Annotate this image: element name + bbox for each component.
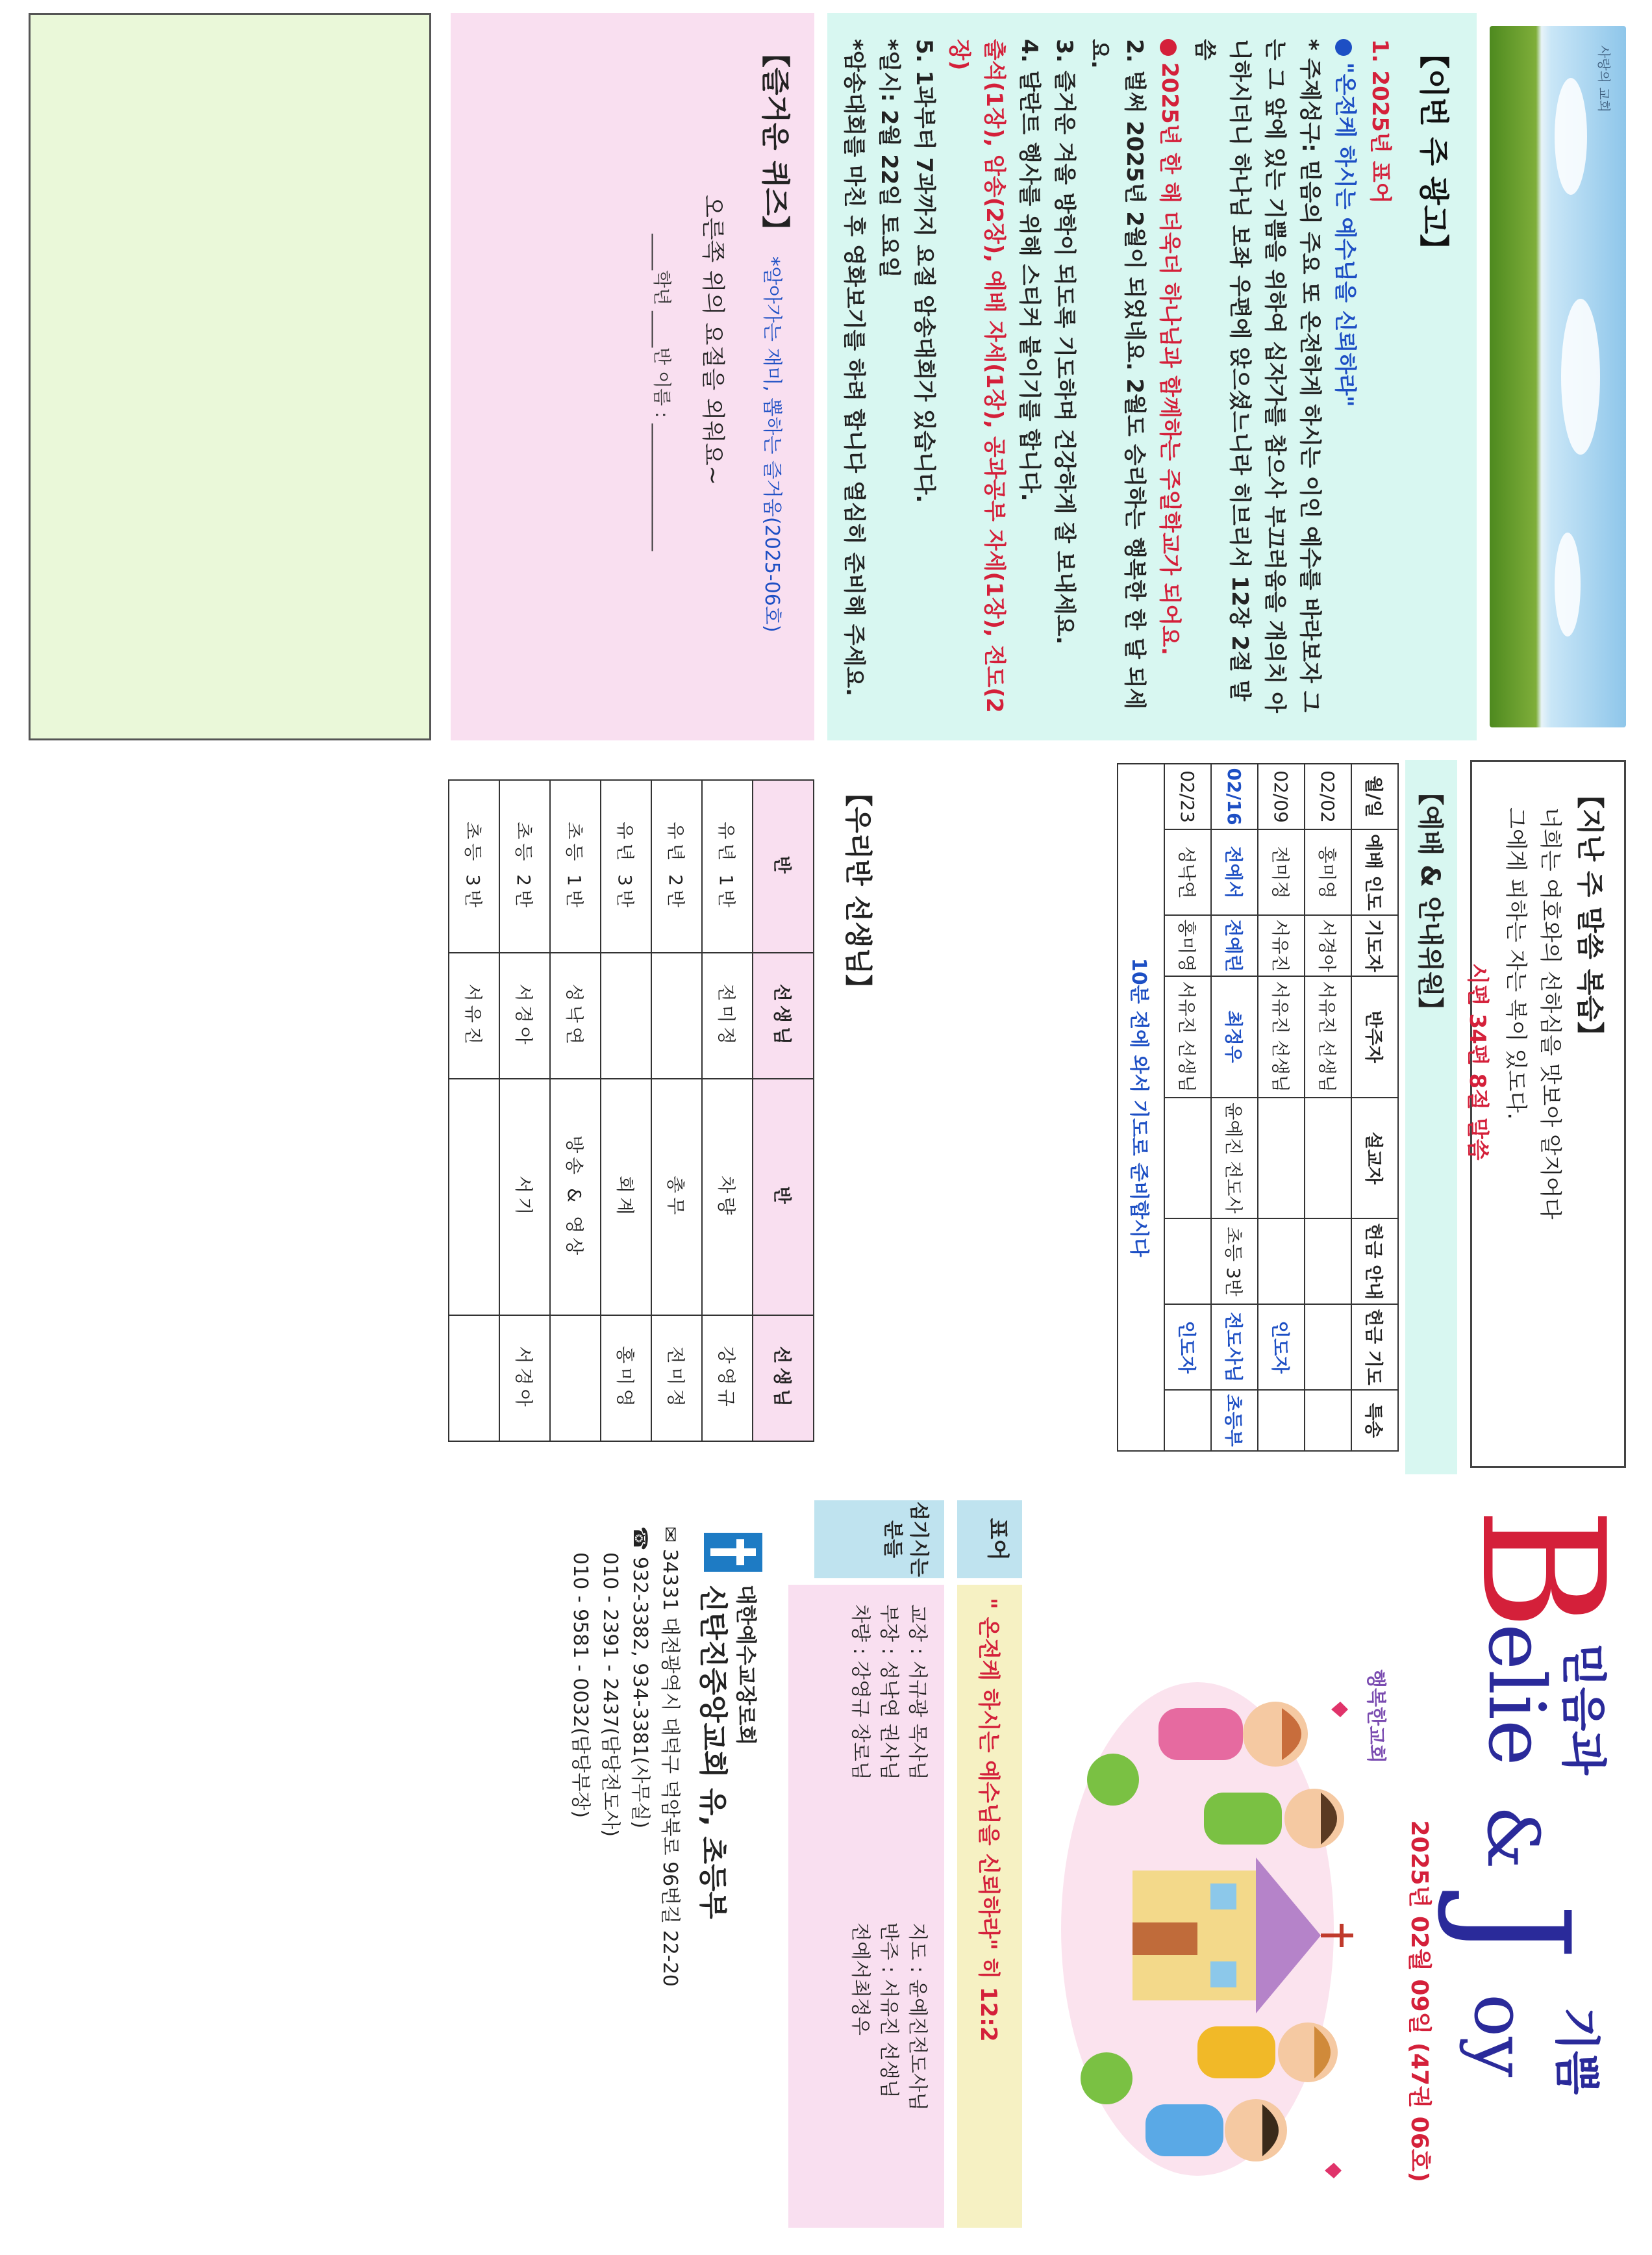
table-cell: 초등부 <box>1211 1390 1258 1451</box>
staff-panel <box>788 1585 944 2228</box>
table-cell: 서유진 선생님 <box>1258 976 1305 1098</box>
announce-item-3: 3. 즐거운 겨울 방학이 되도록 기도하며 건강하게 잘 보내세요. <box>1051 39 1077 645</box>
theme-label: 표어 <box>957 1500 1022 1578</box>
contact-block <box>565 1526 684 1987</box>
announcements-panel <box>827 13 1477 740</box>
table-cell <box>1305 1304 1351 1390</box>
table-cell: 회계 <box>601 1079 651 1315</box>
table-cell: 강영규 <box>702 1315 753 1441</box>
table-cell <box>449 1079 499 1315</box>
church-info <box>431 1520 769 2234</box>
table-cell: 초등 2반 <box>499 780 550 953</box>
table-cell: 전미정 <box>651 1315 702 1441</box>
motto-quote: "온전케 하시는 예수님을 신뢰하라" <box>1332 62 1358 407</box>
schedule-header: 헌금 안내 <box>1351 1218 1398 1304</box>
phone-director: 010 - 9581 - 0032(담당부장) <box>569 1552 592 1819</box>
quiz-panel <box>451 13 814 740</box>
table-cell <box>1258 1098 1305 1219</box>
table-cell <box>1164 1098 1211 1219</box>
announce-item-2: 2. 벌써 2025년 2월이 되었네요. 2월도 승리하는 행복한 한 달 되세요. <box>1086 39 1147 710</box>
teachers-header-row <box>753 780 814 1441</box>
schedule-note-row <box>1118 764 1164 1451</box>
table-row <box>449 780 499 1441</box>
table-cell <box>1305 1098 1351 1219</box>
table-row <box>550 780 601 1441</box>
logo-oy: oy <box>1458 1994 1542 2078</box>
logo-letter-b: B <box>1444 1507 1640 1631</box>
phone-office: 932-3382, 934-3381(사무실) <box>629 1556 651 1829</box>
schedule-header: 반주자 <box>1351 976 1398 1098</box>
mail-icon: ✉ <box>658 1526 681 1549</box>
table-cell: 초등 3반 <box>1211 1218 1258 1304</box>
staff-entry: 교장 : 서규광 목사님 <box>906 1604 929 1780</box>
quiz-question: 오른쪽 위의 요절을 외워요~ <box>699 195 726 486</box>
church-name: 신탄진중앙교회 유, 초등부 <box>696 1585 729 1919</box>
address: 34331 대전광역시 대덕구 덕암북로 96번길 22-20 <box>658 1548 681 1987</box>
banner-caption: 사랑의 교회 <box>1596 45 1612 112</box>
table-cell: 02/09 <box>1258 764 1305 829</box>
table-row <box>702 780 753 1441</box>
table-row <box>651 780 702 1441</box>
logo-ampersand: & <box>1471 1806 1555 1869</box>
staff-entry: 차량 : 강영규 장로님 <box>849 1604 871 1780</box>
table-cell: 차량 <box>702 1079 753 1315</box>
table-cell: 서유진 <box>449 953 499 1079</box>
announce-item-5-note: *암송대회를 마친 후 영화보기를 하려 합니다 열심히 준비해 주세요. <box>841 39 867 697</box>
table-cell: 초등 1반 <box>550 780 601 953</box>
table-row <box>1164 764 1211 1451</box>
table-cell <box>601 953 651 1079</box>
illustration-icon <box>1042 1663 1392 2195</box>
table-cell: 홍미영 <box>1305 829 1351 915</box>
logo-korean-faith: 믿음과 <box>1557 1643 1610 1775</box>
announce-item-1: 1. 2025년 표어 <box>1367 39 1393 204</box>
table-row <box>1211 764 1258 1451</box>
table-row <box>499 780 550 1441</box>
table-cell: 02/23 <box>1164 764 1211 829</box>
schedule-title: 【예배 & 안내위원】 <box>1405 760 1457 1474</box>
logo-letter-j: J <box>1434 1903 1600 1961</box>
table-cell: 전미정 <box>1258 829 1305 915</box>
table-cell: 성낙연 <box>1164 829 1211 915</box>
schedule-table <box>1117 763 1399 1452</box>
table-cell: 인도자 <box>1258 1304 1305 1390</box>
quiz-answer-box[interactable] <box>29 13 431 740</box>
table-cell: 유년 3반 <box>601 780 651 953</box>
table-cell: 성낙연 <box>550 953 601 1079</box>
staff-entry: 지도 : 윤예진전도사님 <box>906 1922 929 2111</box>
table-row <box>1258 764 1305 1451</box>
schedule-note: 10분 전에 와서 기도로 준비합시다 <box>1118 764 1164 1451</box>
table-cell: 서유진 선생님 <box>1305 976 1351 1098</box>
schedule-header-row <box>1351 764 1398 1451</box>
teachers-header: 반 <box>753 780 814 953</box>
logo-korean-joy: 기쁨 <box>1550 2007 1603 2095</box>
announcements-title: 【이번 주 광고】 <box>1416 39 1451 264</box>
teachers-header: 선생님 <box>753 953 814 1079</box>
review-line-2: 그에게 피하는 자는 복이 있도다. <box>1503 807 1529 1120</box>
table-cell <box>1164 1218 1211 1304</box>
table-cell <box>550 1315 601 1441</box>
table-cell: 유년 2반 <box>651 780 702 953</box>
announce-item-5-date: *일시: 2월 22일 토요일 <box>876 39 902 278</box>
table-row <box>601 780 651 1441</box>
teachers-header: 선생님 <box>753 1315 814 1441</box>
table-cell: 홍미영 <box>1164 915 1211 976</box>
table-cell <box>1258 1390 1305 1451</box>
table-cell: 서경아 <box>499 953 550 1079</box>
staff-entry: 부장 : 성낙연 권사님 <box>877 1604 900 1780</box>
table-cell: 02/02 <box>1305 764 1351 829</box>
schedule-header: 기도자 <box>1351 915 1398 976</box>
table-cell <box>1258 1218 1305 1304</box>
landscape-banner <box>1490 26 1626 727</box>
church-cross-icon <box>704 1533 762 1572</box>
staff-column-left <box>845 1604 931 1780</box>
schedule-header: 헌금 기도 <box>1351 1304 1398 1390</box>
illustration-caption: 행복한교회 <box>1364 1669 1387 1763</box>
review-title: 【지난 주 말씀 복습】 <box>1574 781 1606 1049</box>
announce-item-4: 4. 달란트 행사를 위해 스티커 붙이기를 합니다. <box>1016 39 1042 501</box>
table-cell <box>1305 1390 1351 1451</box>
review-panel <box>1464 760 1626 1468</box>
staff-label: 섬기시는분들 <box>814 1500 944 1578</box>
children-church-illustration <box>1042 1663 1392 2195</box>
logo-elie: elie <box>1471 1624 1561 1766</box>
teachers-table <box>448 779 814 1442</box>
phone-evangelist: 010 - 2391 - 2437(담당전도사) <box>599 1552 621 1837</box>
issue-date: 2025년 02월 09일 (47권 06호) <box>1406 1820 1433 2182</box>
table-cell: 02/16 <box>1211 764 1258 829</box>
table-cell: 방송 & 영상 <box>550 1079 601 1315</box>
table-cell: 유년 1반 <box>702 780 753 953</box>
table-cell: 서경아 <box>1305 915 1351 976</box>
table-cell <box>1305 1218 1351 1304</box>
theme-text: " 온전케 하시는 예수님을 신뢰하라" 히 12:2 <box>957 1585 1022 2228</box>
schedule-table-wrap <box>1117 763 1399 1452</box>
phone-icon: ☎ <box>629 1526 651 1557</box>
table-cell: 서유진 <box>1258 915 1305 976</box>
teachers-title: 【우리반 선생님】 <box>842 779 874 1002</box>
table-cell <box>651 953 702 1079</box>
teachers-header: 반 <box>753 1079 814 1315</box>
review-reference: 시편 34편 8절 말씀 <box>1464 963 1490 1161</box>
table-cell: 전예린 <box>1211 915 1258 976</box>
schedule-header: 월/일 <box>1351 764 1398 829</box>
staff-entry: 반주 : 서유진 선생님 <box>877 1922 900 2098</box>
quiz-subtitle: *알아가는 재미, 뽑하는 즐거움(2025-06호) <box>760 256 783 633</box>
quiz-title: 【즐거운 퀴즈】 <box>758 39 792 244</box>
schedule-header: 예배 인도 <box>1351 829 1398 915</box>
review-line-1: 너희는 여호와의 선하심을 맛보아 알지어다 <box>1537 807 1563 1220</box>
table-cell: 전도사님 <box>1211 1304 1258 1390</box>
table-cell: 윤예진 전도사 <box>1211 1098 1258 1219</box>
staff-entry: 전예서최정우 <box>849 1922 871 2035</box>
table-cell: 홍미영 <box>601 1315 651 1441</box>
table-cell: 서유진 선생님 <box>1164 976 1211 1098</box>
table-cell: 전미정 <box>702 953 753 1079</box>
table-cell: 총무 <box>651 1079 702 1315</box>
table-cell: 초등 3반 <box>449 780 499 953</box>
announce-item-5: 5. 1과부터 7과까지 요절 암송대회가 있습니다. <box>911 39 937 503</box>
table-cell: 전예서 <box>1211 829 1258 915</box>
table-cell <box>449 1315 499 1441</box>
yearly-wish: 2025년 한 해 더욱더 하나님과 함께하는 주일학교가 되어요. <box>1157 62 1183 655</box>
schedule-header: 설교자 <box>1351 1098 1398 1219</box>
table-cell <box>1164 1390 1211 1451</box>
denomination: 대한예수교장로회 <box>734 1585 758 1746</box>
table-cell: 최정우 <box>1211 976 1258 1098</box>
staff-column-right <box>845 1922 931 2111</box>
theme-verse: * 주제성구: 믿음의 주요 또 온전하게 하시는 이인 예수를 바라보자 그는 그 앞에 있는 기쁨을 위하여 십자가를 참으사 부끄러움을 개의치 아니하시더니 하나님 보좌 우편에 앉으셨느니라 히브리서 12장 2절 말씀 <box>1192 39 1323 713</box>
schedule-header: 특송 <box>1351 1390 1398 1451</box>
table-cell: 서경아 <box>499 1315 550 1441</box>
table-cell: 인도자 <box>1164 1304 1211 1390</box>
red-bullet-icon <box>1160 39 1177 56</box>
announce-item-4-detail: 출석(1장), 암송(2장), 예배 자세(1장), 공과공부 자세(1장), 전도(2장) <box>946 39 1007 713</box>
table-cell: 서기 <box>499 1079 550 1315</box>
blue-bullet-icon <box>1336 39 1353 56</box>
quiz-answer-line[interactable]: ____학년 ____반 이름 : ______________ <box>651 234 673 551</box>
bulletin-logo <box>1431 1500 1640 2234</box>
teachers-table-wrap <box>448 779 814 1442</box>
table-row <box>1305 764 1351 1451</box>
